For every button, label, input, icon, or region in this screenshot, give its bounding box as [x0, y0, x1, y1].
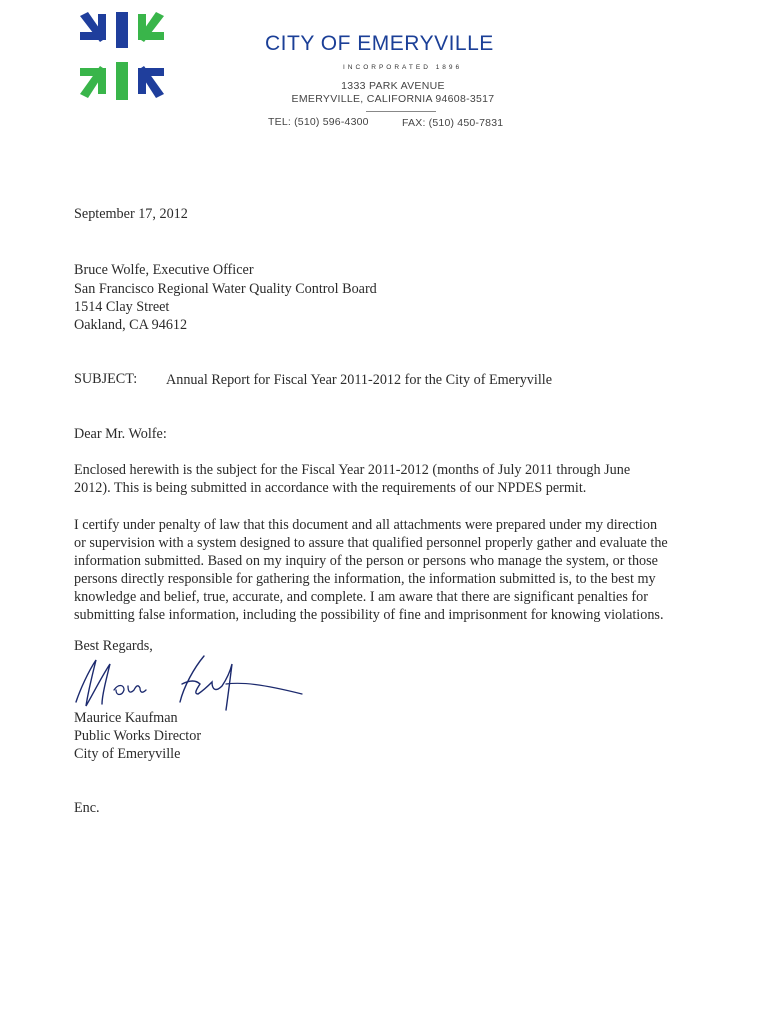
- signer-org: City of Emeryville: [74, 746, 181, 762]
- paragraph-line: submitting false information, including the possibility of fine and imprisonment for knowing violations.: [74, 607, 664, 623]
- closing: Best Regards,: [74, 638, 153, 654]
- letterhead-address: [270, 80, 516, 106]
- paragraph-line: I certify under penalty of law that this document and all attachments were prepared under my direction: [74, 517, 658, 533]
- paragraph-line: 2012). This is being submitted in accordance with the requirements of our NPDES permit.: [74, 480, 587, 496]
- recipient-line: San Francisco Regional Water Quality Control Board: [74, 281, 377, 297]
- recipient-line: Oakland, CA 94612: [74, 317, 188, 333]
- paragraph-line: or supervision with a system designed to assure that qualified personnel properly gather and evaluate the: [74, 535, 668, 551]
- subject-text: Annual Report for Fiscal Year 2011-2012 for the City of Emeryville: [166, 372, 553, 388]
- recipient-line: Bruce Wolfe, Executive Officer: [74, 262, 254, 278]
- paragraph-line: Enclosed herewith is the subject for the Fiscal Year 2011-2012 (months of July 2011 through June: [74, 462, 631, 478]
- letterhead-fax: FAX: (510) 450-7831: [402, 117, 504, 129]
- letterhead-divider: [366, 111, 436, 112]
- subject-label: SUBJECT:: [74, 371, 138, 387]
- letter-date: September 17, 2012: [74, 206, 188, 222]
- enclosure-note: Enc.: [74, 800, 100, 816]
- letterhead-incorporated: INCORPORATED 1896: [343, 64, 463, 71]
- city-logo-icon: [76, 8, 168, 104]
- signer-name: Maurice Kaufman: [74, 710, 178, 726]
- paragraph-line: knowledge and belief, true, accurate, and complete. I am aware that there are significant penalties for: [74, 589, 648, 605]
- paragraph-line: persons directly responsible for gathering the information, the information submitted is, to the best my: [74, 571, 656, 587]
- letterhead-address-line2: EMERYVILLE, CALIFORNIA 94608-3517: [291, 93, 495, 105]
- recipient-line: 1514 Clay Street: [74, 299, 170, 315]
- letterhead-org-name: CITY OF EMERYVILLE: [265, 32, 494, 55]
- paragraph-line: information submitted. Based on my inquiry of the person or persons who manage the system, or those: [74, 553, 658, 569]
- signer-title: Public Works Director: [74, 728, 202, 744]
- salutation: Dear Mr. Wolfe:: [74, 426, 167, 442]
- letterhead-tel: TEL: (510) 596-4300: [268, 116, 369, 128]
- letterhead-address-line1: 1333 PARK AVENUE: [341, 80, 445, 92]
